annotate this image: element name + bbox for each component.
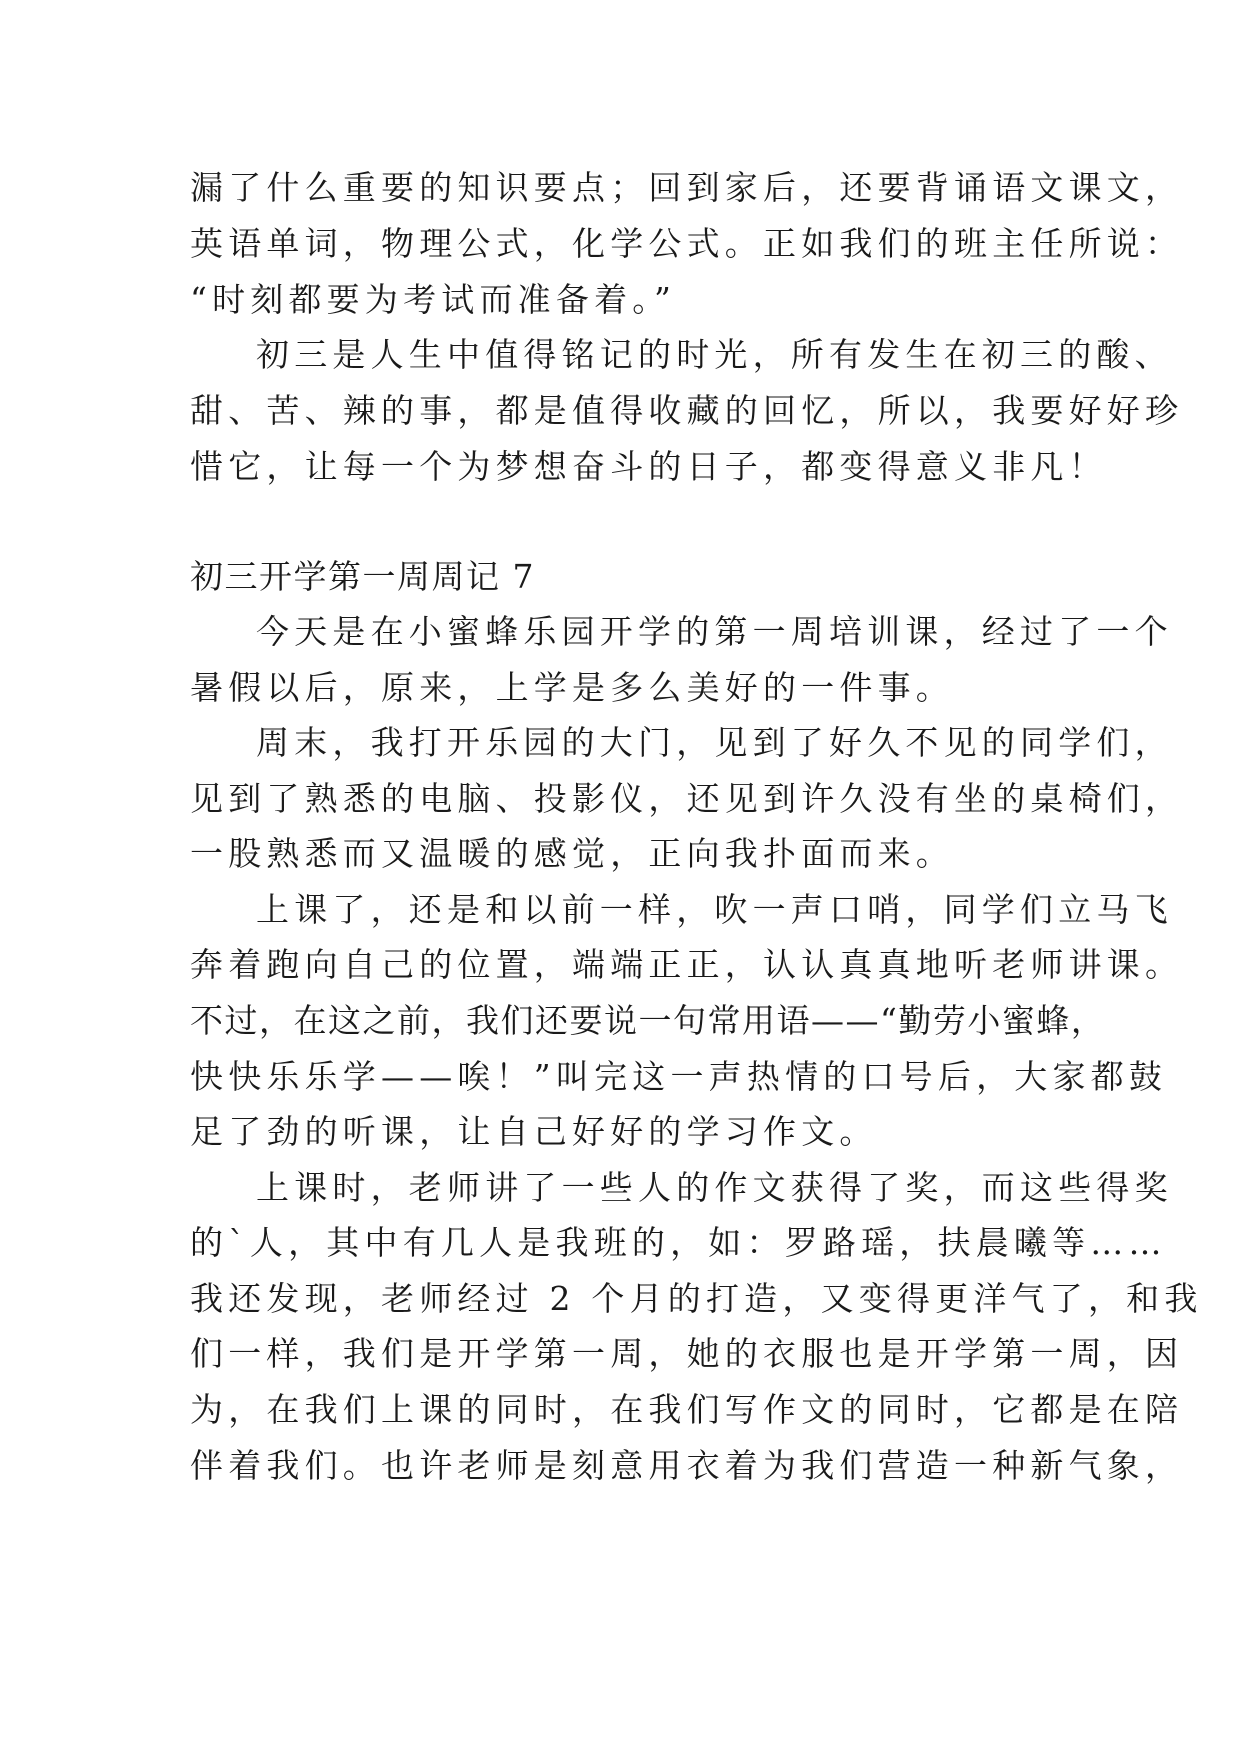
paragraph-line: 快快乐乐学——唉！”叫完这一声热情的口号后，大家都鼓 [190, 1057, 1168, 1096]
paragraph-line: 漏了什么重要的知识要点；回到家后，还要背诵语文课文， [190, 168, 1184, 207]
paragraph-line: 伴着我们。也许老师是刻意用衣着为我们营造一种新气象， [190, 1446, 1184, 1485]
paragraph-line: 为，在我们上课的同时，在我们写作文的同时，它都是在陪 [190, 1390, 1184, 1429]
paragraph-line: 甜、苦、辣的事，都是值得收藏的回忆，所以，我要好好珍 [190, 391, 1184, 430]
paragraph-line: 见到了熟悉的电脑、投影仪，还见到许久没有坐的桌椅们， [190, 779, 1184, 818]
paragraph-line: 英语单词，物理公式，化学公式。正如我们的班主任所说： [190, 224, 1184, 263]
paragraph-line: 上课了，还是和以前一样，吹一声口哨，同学们立马飞 [256, 890, 1173, 929]
paragraph-line: 一股熟悉而又温暖的感觉，正向我扑面而来。 [190, 834, 954, 873]
paragraph-line: 我还发现，老师经过 2 个月的打造，又变得更洋气了，和我 [190, 1279, 1203, 1318]
paragraph-line: “时刻都要为考试而准备着。” [190, 280, 677, 319]
paragraph-line: 不过，在这之前，我们还要说一句常用语——“勤劳小蜜蜂， [190, 1001, 1106, 1040]
paragraph-line: 奔着跑向自己的位置，端端正正，认认真真地听老师讲课。 [190, 945, 1184, 984]
section-heading: 初三开学第一周周记 7 [190, 557, 535, 596]
paragraph-line: 初三是人生中值得铭记的时光，所有发生在初三的酸、 [256, 335, 1173, 374]
paragraph-line: 今天是在小蜜蜂乐园开学的第一周培训课，经过了一个 [256, 612, 1173, 651]
paragraph-line: 周末，我打开乐园的大门，见到了好久不见的同学们， [256, 723, 1173, 762]
paragraph-line: 上课时，老师讲了一些人的作文获得了奖，而这些得奖 [256, 1168, 1173, 1207]
paragraph-line: 的`人，其中有几人是我班的，如：罗路瑶，扶晨曦等…… [190, 1223, 1167, 1262]
paragraph-line: 暑假以后，原来，上学是多么美好的一件事。 [190, 668, 954, 707]
paragraph-line: 足了劲的听课，让自己好好的学习作文。 [190, 1112, 878, 1151]
paragraph-line: 们一样，我们是开学第一周，她的衣服也是开学第一周，因 [190, 1334, 1184, 1373]
paragraph-line: 惜它，让每一个为梦想奋斗的日子，都变得意义非凡！ [190, 447, 1107, 486]
